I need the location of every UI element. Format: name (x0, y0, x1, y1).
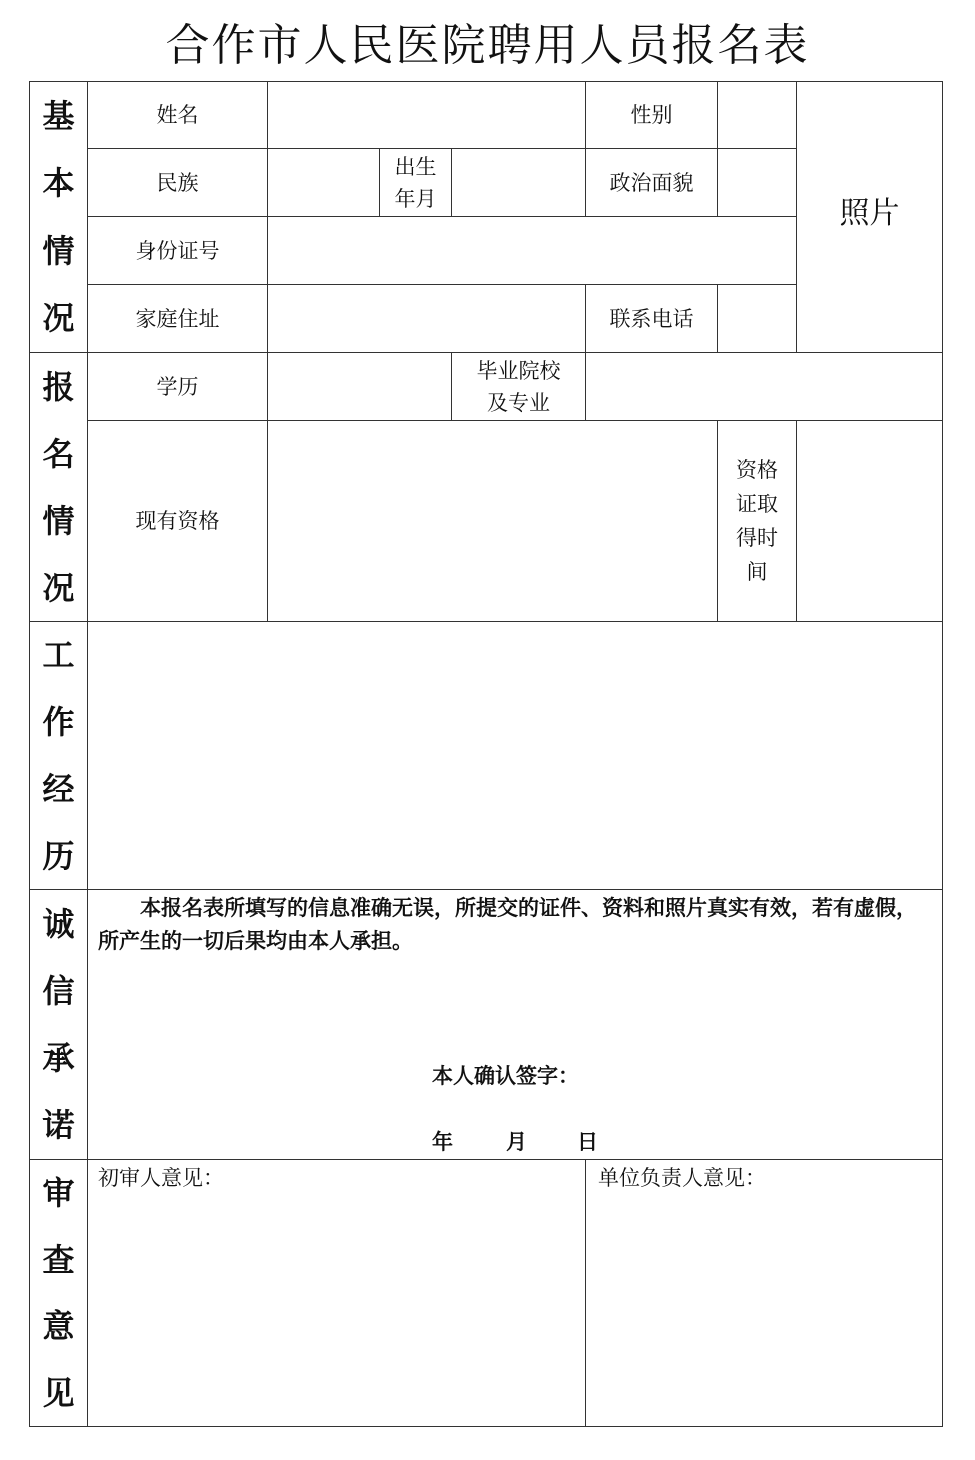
political-input[interactable] (718, 149, 796, 216)
month-label: 月 (506, 1130, 527, 1154)
school-label-line1: 毕业院校 (476, 358, 561, 383)
label-char: 审 (42, 1174, 75, 1213)
initial-review-input[interactable] (88, 1194, 585, 1426)
school-label-line2: 及专业 (487, 390, 550, 415)
label-char: 诺 (42, 1106, 75, 1145)
unit-review-label: 单位负责人意见： (598, 1166, 766, 1190)
label-char: 况 (42, 299, 75, 338)
birth-label-line1: 出生 (394, 154, 437, 179)
cert-time-line: 得时 (736, 526, 778, 550)
label-char: 报 (42, 367, 75, 406)
label-char: 诚 (42, 904, 75, 943)
section-work-label (30, 622, 87, 889)
birth-label-line2: 年月 (394, 186, 437, 211)
section-review-label (30, 1160, 87, 1426)
address-input[interactable] (268, 285, 585, 352)
label-char: 基 (42, 96, 75, 135)
section-pledge-label (30, 890, 87, 1159)
qualification-input[interactable] (268, 421, 717, 621)
id-number-label: 身份证号 (135, 238, 220, 263)
photo-box[interactable]: 照片 (839, 196, 900, 231)
cert-time-line: 间 (746, 560, 768, 584)
education-label: 学历 (156, 374, 199, 399)
cert-time-line: 资格 (736, 458, 778, 482)
label-char: 信 (42, 971, 75, 1010)
initial-review-label: 初审人意见： (98, 1166, 224, 1190)
birth-label (380, 149, 451, 216)
birth-input[interactable] (452, 149, 585, 216)
label-char: 见 (42, 1373, 75, 1412)
phone-input[interactable] (718, 285, 796, 352)
ethnicity-label: 民族 (156, 170, 199, 195)
label-char: 意 (42, 1307, 75, 1346)
form-title: 合作市人民医院聘用人员报名表 (165, 20, 810, 71)
gender-label: 性别 (630, 103, 673, 127)
label-char: 况 (42, 568, 75, 607)
school-label (452, 353, 585, 420)
cert-time-line: 证取 (736, 492, 778, 516)
label-char: 作 (42, 703, 75, 742)
label-char: 情 (42, 231, 75, 270)
id-number-input[interactable] (268, 217, 796, 284)
ethnicity-input[interactable] (268, 149, 379, 216)
table-border-bottom (29, 1426, 943, 1427)
work-experience-input[interactable] (88, 622, 942, 889)
qualification-label: 现有资格 (135, 509, 220, 533)
pledge-text: 本报名表所填写的信息准确无误，所提交的证件、资料和照片真实有效，若有虚假，所产生的一切后果均由本人承担。 (98, 896, 917, 953)
label-char: 情 (42, 501, 75, 540)
cert-time-input[interactable] (797, 421, 942, 621)
section-application-label (30, 353, 87, 621)
label-char: 本 (42, 164, 75, 203)
label-char: 承 (42, 1039, 75, 1078)
name-input[interactable] (268, 82, 585, 148)
label-char: 名 (42, 434, 75, 473)
gender-input[interactable] (718, 82, 796, 148)
section-line (29, 1159, 943, 1160)
signature-label: 本人确认签字： (432, 1064, 579, 1088)
label-char: 工 (42, 636, 75, 675)
cert-time-label (718, 421, 796, 621)
table-border-right (942, 81, 943, 1427)
unit-review-input[interactable] (586, 1194, 942, 1426)
education-input[interactable] (268, 353, 451, 420)
label-char: 查 (42, 1240, 75, 1279)
section-line (29, 889, 943, 890)
section-basic-label (30, 82, 87, 352)
phone-label: 联系电话 (609, 306, 694, 331)
label-char: 经 (42, 769, 75, 808)
political-label: 政治面貌 (609, 170, 694, 195)
name-label: 姓名 (156, 103, 199, 127)
year-label: 年 (432, 1130, 453, 1154)
school-input[interactable] (586, 353, 942, 420)
label-char: 历 (42, 836, 75, 875)
address-label: 家庭住址 (135, 306, 220, 331)
day-label: 日 (577, 1130, 598, 1154)
